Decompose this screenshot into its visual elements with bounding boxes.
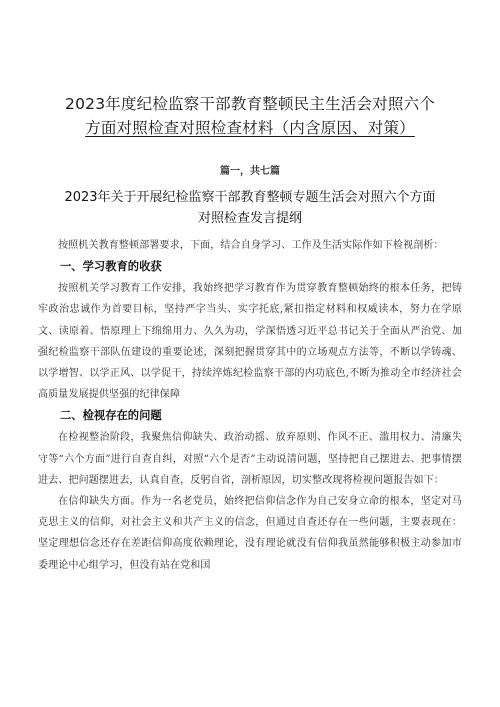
document-body bbox=[38, 235, 462, 576]
section-heading-2: 二、检视存在的问题 bbox=[60, 409, 162, 423]
intro-paragraph: 按照机关教育整顿部署要求，下面，结合自身学习、工作及生活实际作如下检视剖析： bbox=[58, 240, 444, 251]
paragraph-2: 在检视整治阶段，我聚焦信仰缺失、政治动摇、放弃原则、作风不正、滥用权力、清廉失守等“六个方面”进行自查自纠，对照“六个是否”主动说清问题，坚持把自己摆进去、把事情摆进去、把问题摆进去，认真自查，反躬自省，剖析原因，切实整改现将检视问题报告如下： bbox=[38, 432, 462, 486]
paragraph-1: 按照机关学习教育工作安排，我始终把学习教育作为贯穿教育整顿始终的根本任务，把铸牢政治忠诚作为首要目标，坚持严字当头、实字托底,紧扣指定材料和权威读本，努力在学原文、读原着、悟原理上下绵绵用力、久久为功，学深悟透习近平总书记关于全面从严治党、加强纪检监察干部队伍建设的重要论述，深刻把握贯穿其中的立场观点方法等，不断以学铸魂、以学增智、以学正风、以学促干，持续淬炼纪检监察干部的内功底色,不断为推动全市经济社会高质量发展提供坚强的纪律保障 bbox=[38, 283, 462, 401]
section-label: 篇一，共七篇 bbox=[220, 166, 280, 177]
article-title-line1: 2023年关于开展纪检监察干部教育整顿专题生活会对照六个方面 bbox=[64, 190, 436, 205]
article-title bbox=[38, 187, 462, 229]
document-title-line2: 方面对照检查对照检查材料（内含原因、对策） bbox=[85, 119, 415, 137]
section-heading-1: 一、学习教育的收获 bbox=[60, 260, 162, 274]
article-title-line2: 对照检查发言提纲 bbox=[197, 211, 302, 226]
document-title-line1: 2023年度纪检监察干部教育整顿民主生活会对照六个 bbox=[65, 95, 435, 113]
paragraph-3: 在信仰缺失方面。作为一名老党员，始终把信仰信念作为自己安身立命的根本，坚定对马克思主义的信仰，对社会主义和共产主义的信念，但通过自查还存在一些问题，主要表现在：坚定理想信念还存在差距信仰高度依赖理论，没有理论就没有信仰我虽然能够积极主动参加市委理论中心组学习，但没有站在党和国 bbox=[38, 496, 462, 571]
document-title bbox=[38, 0, 462, 140]
